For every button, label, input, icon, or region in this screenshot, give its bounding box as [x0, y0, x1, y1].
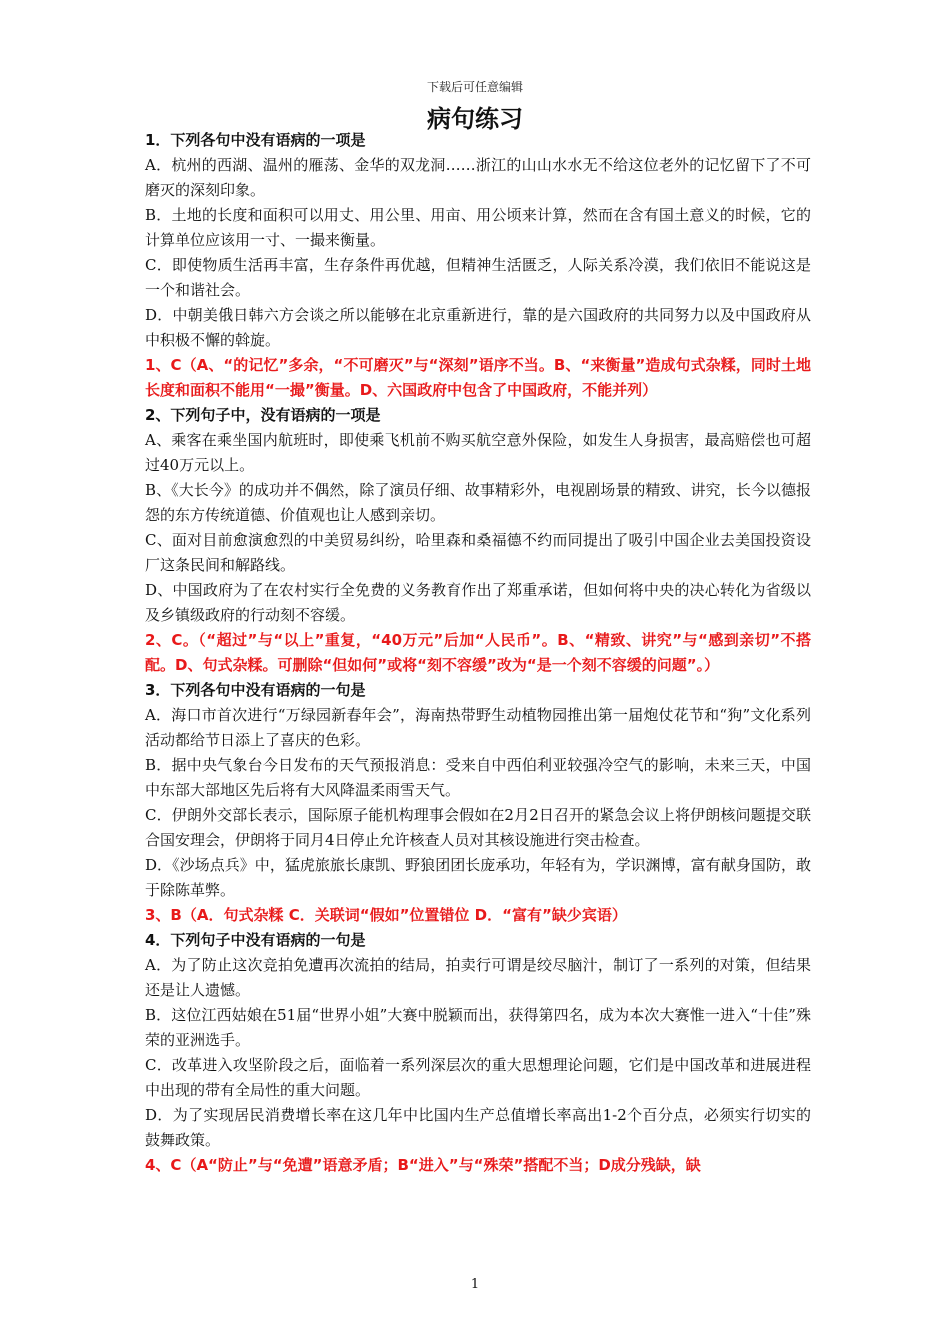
answer-explanation: 3、B（A．句式杂糅 C．关联词“假如”位置错位 D．“富有”缺少宾语） [145, 906, 627, 924]
question-block [145, 403, 811, 678]
question-title: 4．下列句子中没有语病的一句是 [145, 931, 366, 949]
answer-explanation: 4、C（A“防止”与“免遭”语意矛盾；B“进入”与“殊荣”搭配不当；D成分残缺，缺 [145, 1156, 701, 1174]
question-title: 2、下列句子中，没有语病的一项是 [145, 406, 381, 424]
option-a: A、乘客在乘坐国内航班时，即使乘飞机前不购买航空意外保险，如发生人身损害，最高赔偿也可超过40万元以上。 [145, 431, 811, 474]
option-d: D．《沙场点兵》中，猛虎旅旅长康凯、野狼团团长庞承功，年轻有为，学识渊博，富有献身国防，敢于除陈革弊。 [145, 856, 811, 899]
option-d: D．中朝美俄日韩六方会谈之所以能够在北京重新进行，靠的是六国政府的共同努力以及中国政府从中积极不懈的斡旋。 [145, 306, 811, 349]
option-b: B．这位江西姑娘在51届“世界小姐”大赛中脱颖而出，获得第四名，成为本次大赛惟一进入“十佳”殊荣的亚洲选手。 [145, 1006, 811, 1049]
question-block [145, 928, 811, 1178]
answer-explanation: 2、C。（“超过”与“以上”重复，“40万元”后加“人民币”。B、“精致、讲究”与“感到亲切”不搭配。D、句式杂糅。可删除“但如何”或将“刻不容缓”改为“是一个刻不容缓的问题”。） [145, 631, 811, 674]
option-c: C、面对目前愈演愈烈的中美贸易纠纷，哈里森和桑福德不约而同提出了吸引中国企业去美国投资设厂这条民间和解路线。 [145, 531, 811, 574]
answer-explanation: 1、C（A、“的记忆”多余，“不可磨灭”与“深刻”语序不当。B、“来衡量”造成句式杂糅，同时土地长度和面积不能用“一撮”衡量。D、六国政府中包含了中国政府，不能并列） [145, 356, 811, 399]
option-c: C．改革进入攻坚阶段之后，面临着一系列深层次的重大思想理论问题，它们是中国改革和进展进程中出现的带有全局性的重大问题。 [145, 1056, 811, 1099]
option-d: D、中国政府为了在农村实行全免费的义务教育作出了郑重承诺，但如何将中央的决心转化为省级以及乡镇级政府的行动刻不容缓。 [145, 581, 811, 624]
option-c: C．伊朗外交部长表示，国际原子能机构理事会假如在2月2日召开的紧急会议上将伊朗核问题提交联合国安理会，伊朗将于同月4日停止允许核查人员对其核设施进行突击检查。 [145, 806, 811, 849]
option-a: A．为了防止这次竞拍免遭再次流拍的结局，拍卖行可谓是绞尽脑汁，制订了一系列的对策，但结果还是让人遗憾。 [145, 956, 811, 999]
page-title: 病句练习 [427, 105, 523, 133]
question-title: 3．下列各句中没有语病的一句是 [145, 681, 366, 699]
option-c: C．即使物质生活再丰富，生存条件再优越，但精神生活匮乏，人际关系冷漠，我们依旧不能说这是一个和谐社会。 [145, 256, 811, 299]
option-b: B、《大长今》的成功并不偶然，除了演员仔细、故事精彩外，电视剧场景的精致、讲究，长今以德报怨的东方传统道德、价值观也让人感到亲切。 [145, 481, 811, 524]
question-title: 1．下列各句中没有语病的一项是 [145, 131, 366, 149]
question-block [145, 678, 811, 928]
option-a: A．海口市首次进行“万绿园新春年会”，海南热带野生动植物园推出第一届炮仗花节和“狗”文化系列活动都给节日添上了喜庆的色彩。 [145, 706, 811, 749]
exercise-content [145, 128, 811, 1178]
option-a: A．杭州的西湖、温州的雁荡、金华的双龙洞……浙江的山山水水无不给这位老外的记忆留下了不可磨灭的深刻印象。 [145, 156, 811, 199]
page-number: 1 [470, 1277, 480, 1292]
option-b: B．据中央气象台今日发布的天气预报消息：受来自中西伯利亚较强冷空气的影响，未来三天，中国中东部大部地区先后将有大风降温柔雨雪天气。 [145, 756, 811, 799]
page-header: 下载后可任意编辑 [426, 80, 523, 94]
option-b: B．土地的长度和面积可以用丈、用公里、用亩、用公顷来计算，然而在含有国土意义的时候，它的计算单位应该用一寸、一撮来衡量。 [145, 206, 811, 249]
question-block [145, 128, 811, 403]
option-d: D．为了实现居民消费增长率在这几年中比国内生产总值增长率高出1-2个百分点，必须实行切实的鼓舞政策。 [145, 1106, 811, 1149]
